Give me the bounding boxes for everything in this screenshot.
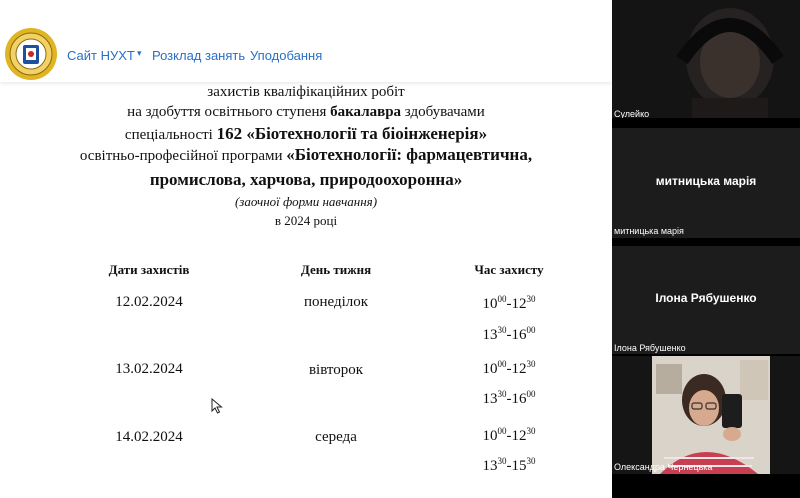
doc-program-line: [0, 145, 612, 165]
time-minute: 30: [526, 359, 536, 369]
defense-time: $13^{30}-16^{00}$: [482, 325, 536, 343]
time-minute: 00: [497, 359, 507, 369]
participant-video: [612, 0, 800, 118]
time-minute: 00: [497, 294, 507, 304]
participant-name-label: Сулейко: [614, 109, 650, 118]
time-hour: 12: [511, 428, 527, 444]
mouse-pointer-icon: [211, 398, 223, 414]
doc-year: в 2024 році: [274, 213, 338, 228]
doc-heading-line: захистів кваліфікаційних робіт: [207, 84, 405, 100]
time-hour: 13: [482, 391, 498, 407]
defense-time: $10^{00}-12^{30}$: [482, 294, 536, 312]
defense-time: $10^{00}-12^{30}$: [482, 359, 536, 377]
column-header-dates: Дати захистів: [108, 262, 190, 277]
chevron-down-icon[interactable]: ▾: [137, 48, 142, 58]
defense-weekday: вівторок: [308, 362, 364, 378]
defense-date: 14.02.2024: [115, 429, 183, 445]
doc-specialty-line: [0, 124, 612, 144]
time-hour: 10: [482, 361, 498, 377]
doc-specialty-bold: 162 «Біотехнології та біоінженерія»: [216, 124, 488, 143]
time-minute: 30: [526, 294, 536, 304]
doc-program-continued: промислова, харчова, природоохоронна»: [149, 170, 463, 189]
doc-text: спеціальності: [124, 127, 217, 143]
participant-tile[interactable]: [612, 246, 800, 354]
participant-center-name: Ілона Рябушенко: [655, 291, 757, 305]
time-minute: 00: [526, 325, 536, 335]
participant-tile[interactable]: [612, 128, 800, 238]
defense-time: $13^{30}-15^{30}$: [482, 456, 536, 474]
time-hour: 13: [482, 327, 498, 343]
time-hour: 12: [511, 361, 527, 377]
time-hour: 10: [482, 428, 498, 444]
time-minute: 30: [497, 389, 507, 399]
time-minute: 30: [497, 325, 507, 335]
doc-study-form: (заочної форми навчання): [234, 194, 378, 209]
defense-time: $13^{30}-16^{00}$: [482, 389, 536, 407]
nav-schedule-link[interactable]: Розклад занять: [152, 48, 246, 63]
column-header-weekday: День тижня: [300, 262, 372, 277]
nav-likes-link[interactable]: Уподобання: [250, 48, 323, 63]
time-hour: 12: [511, 296, 527, 312]
site-navbar: [0, 0, 612, 82]
participant-name-label: митницька марія: [614, 226, 684, 236]
defense-time: $10^{00}-12^{30}$: [482, 426, 536, 444]
university-emblem-icon[interactable]: [4, 27, 58, 81]
participant-tile[interactable]: [612, 0, 800, 118]
participant-tile[interactable]: [612, 356, 800, 474]
defense-date: 12.02.2024: [115, 294, 183, 310]
participant-name-label: Ілона Рябушенко: [614, 343, 686, 353]
participant-name-label: Олександра Чернецька: [614, 462, 713, 472]
time-hour: 16: [511, 391, 527, 407]
defense-weekday: понеділок: [303, 294, 369, 310]
time-minute: 30: [497, 456, 507, 466]
doc-text: освітньо-професійної програми: [79, 148, 287, 164]
time-minute: 30: [526, 456, 536, 466]
doc-program-bold: «Біотехнології: фармацевтична,: [286, 145, 533, 164]
defense-date: 13.02.2024: [115, 361, 183, 377]
time-minute: 30: [526, 426, 536, 436]
time-minute: 00: [497, 426, 507, 436]
participant-video: [612, 356, 800, 474]
participant-center-name: митницька марія: [655, 174, 757, 188]
participants-panel: [612, 0, 800, 498]
doc-degree-line: [0, 104, 612, 121]
defense-weekday: середа: [315, 429, 357, 445]
time-hour: 13: [482, 458, 498, 474]
nav-site-link[interactable]: Сайт НУХТ: [67, 48, 135, 63]
doc-text: здобувачами: [401, 104, 485, 120]
doc-degree-bold: бакалавра: [330, 104, 402, 120]
column-header-time: Час захисту: [474, 262, 544, 277]
time-hour: 10: [482, 296, 498, 312]
time-minute: 00: [526, 389, 536, 399]
time-hour: 15: [511, 458, 527, 474]
time-hour: 16: [511, 327, 527, 343]
doc-text: на здобуття освітнього ступеня: [127, 104, 331, 120]
